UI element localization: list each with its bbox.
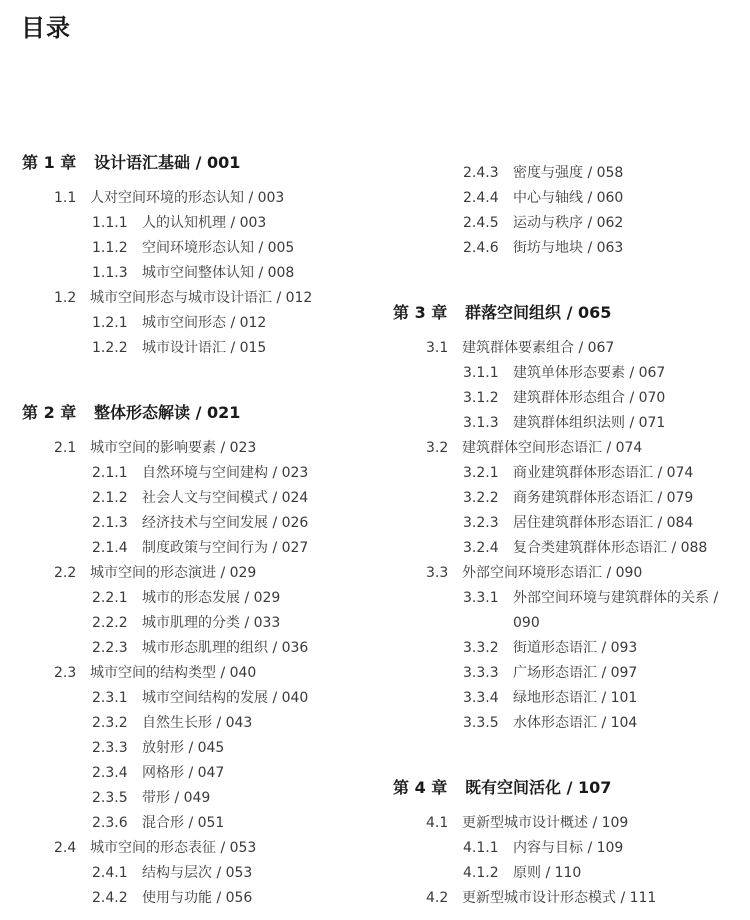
toc-subsection-entry [463, 864, 581, 882]
toc-subsection-entry [463, 514, 693, 532]
toc-entry-title: 复合类建筑群体形态语汇 / 088 [513, 540, 708, 556]
toc-subsection-entry [463, 364, 665, 382]
toc-entry-number: 2.1.2 [92, 490, 128, 506]
toc-chapter-heading [393, 778, 611, 798]
toc-subsection-entry [92, 239, 294, 257]
toc-subsection-entry [463, 389, 665, 407]
toc-entry-number: 2.1.1 [92, 465, 128, 481]
toc-entry-number: 3.3.4 [463, 690, 499, 706]
toc-entry-number: 3.2 [426, 440, 449, 456]
toc-entry-title: 城市空间形态与城市设计语汇 / 012 [90, 290, 313, 306]
toc-entry-title: 既有空间活化 / 107 [465, 778, 612, 797]
toc-entry-number: 4.2 [426, 890, 449, 906]
toc-entry-title: 城市肌理的分类 / 033 [142, 615, 281, 631]
toc-entry-title: 商业建筑群体形态语汇 / 074 [513, 465, 694, 481]
toc-section-entry [54, 664, 256, 682]
toc-entry-number: 3.1.1 [463, 365, 499, 381]
toc-subsection-entry [463, 189, 623, 207]
toc-subsection-entry [463, 414, 665, 432]
toc-subsection-entry [463, 539, 707, 557]
toc-entry-title: 整体形态解读 / 021 [94, 403, 241, 422]
toc-entry-title: 自然生长形 / 043 [142, 715, 253, 731]
toc-section-entry [426, 339, 614, 357]
toc-entry-number: 2.3.2 [92, 715, 128, 731]
toc-entry-title: 自然环境与空间建构 / 023 [142, 465, 309, 481]
toc-entry-number: 2.3 [54, 665, 77, 681]
toc-entry-number: 2.3.6 [92, 815, 128, 831]
toc-section-entry [54, 439, 256, 457]
toc-entry-number: 4.1 [426, 815, 449, 831]
toc-entry-title: 更新型城市设计形态模式 / 111 [462, 890, 657, 906]
toc-entry-title: 城市形态肌理的组织 / 036 [142, 640, 309, 656]
toc-entry-number: 2.4.5 [463, 215, 499, 231]
toc-entry-title: 放射形 / 045 [142, 740, 225, 756]
toc-entry-title: 城市的形态发展 / 029 [142, 590, 281, 606]
page-title: 目录 [21, 14, 71, 42]
toc-entry-number: 3.1.2 [463, 390, 499, 406]
toc-entry-title: 运动与秩序 / 062 [513, 215, 624, 231]
toc-entry-number: 2.3.3 [92, 740, 128, 756]
toc-entry-number: 1.1.2 [92, 240, 128, 256]
toc-subsection-entry [463, 589, 718, 607]
toc-entry-title: 建筑群体要素组合 / 067 [462, 340, 615, 356]
toc-subsection-entry [463, 164, 623, 182]
toc-entry-title: 设计语汇基础 / 001 [94, 153, 241, 172]
toc-subsection-entry [513, 614, 540, 632]
toc-entry-title: 建筑单体形态要素 / 067 [513, 365, 666, 381]
toc-entry-number: 1.2.1 [92, 315, 128, 331]
toc-entry-title: 人对空间环境的形态认知 / 003 [90, 190, 285, 206]
toc-entry-number: 2.1.4 [92, 540, 128, 556]
toc-entry-number: 第 2 章 [22, 403, 77, 422]
toc-entry-number: 1.2.2 [92, 340, 128, 356]
toc-entry-title: 外部空间环境与建筑群体的关系 / [513, 590, 719, 606]
toc-entry-title: 居住建筑群体形态语汇 / 084 [513, 515, 694, 531]
toc-entry-title: 城市空间的结构类型 / 040 [90, 665, 257, 681]
toc-section-entry [426, 889, 656, 907]
toc-entry-title: 水体形态语汇 / 104 [513, 715, 638, 731]
toc-entry-title: 更新型城市设计概述 / 109 [462, 815, 629, 831]
toc-section-entry [54, 189, 284, 207]
toc-entry-number: 2.2.3 [92, 640, 128, 656]
toc-entry-title: 绿地形态语汇 / 101 [513, 690, 638, 706]
toc-entry-number: 第 1 章 [22, 153, 77, 172]
toc-subsection-entry [463, 239, 623, 257]
toc-entry-number: 2.2.1 [92, 590, 128, 606]
toc-subsection-entry [463, 639, 637, 657]
toc-entry-title: 城市空间的形态演进 / 029 [90, 565, 257, 581]
toc-entry-number: 3.2.1 [463, 465, 499, 481]
toc-subsection-entry [463, 489, 693, 507]
toc-entry-title: 人的认知机理 / 003 [142, 215, 267, 231]
toc-entry-number: 4.1.1 [463, 840, 499, 856]
toc-entry-number: 2.4.2 [92, 890, 128, 906]
toc-entry-title: 090 [513, 615, 540, 631]
toc-entry-number: 1.1.3 [92, 265, 128, 281]
toc-entry-number: 2.4 [54, 840, 77, 856]
toc-subsection-entry [92, 764, 224, 782]
toc-subsection-entry [92, 339, 266, 357]
toc-entry-number: 1.1.1 [92, 215, 128, 231]
toc-entry-number: 1.1 [54, 190, 77, 206]
toc-entry-number: 2.4.3 [463, 165, 499, 181]
toc-entry-title: 建筑群体形态组合 / 070 [513, 390, 666, 406]
toc-subsection-entry [92, 264, 294, 282]
toc-entry-number: 4.1.2 [463, 865, 499, 881]
toc-entry-number: 2.3.4 [92, 765, 128, 781]
toc-section-entry [426, 439, 642, 457]
toc-entry-number: 第 4 章 [393, 778, 448, 797]
toc-subsection-entry [92, 739, 224, 757]
toc-entry-number: 3.3.1 [463, 590, 499, 606]
toc-entry-number: 3.2.2 [463, 490, 499, 506]
toc-entry-number: 2.4.6 [463, 240, 499, 256]
toc-section-entry [54, 289, 312, 307]
toc-subsection-entry [463, 664, 637, 682]
toc-entry-number: 3.3 [426, 565, 449, 581]
toc-entry-title: 街坊与地块 / 063 [513, 240, 624, 256]
toc-entry-number: 3.3.3 [463, 665, 499, 681]
toc-entry-title: 网格形 / 047 [142, 765, 225, 781]
toc-entry-title: 经济技术与空间发展 / 026 [142, 515, 309, 531]
toc-entry-title: 城市设计语汇 / 015 [142, 340, 267, 356]
toc-entry-number: 2.1.3 [92, 515, 128, 531]
toc-subsection-entry [92, 864, 252, 882]
toc-subsection-entry [92, 889, 252, 907]
toc-entry-title: 城市空间的影响要素 / 023 [90, 440, 257, 456]
toc-entry-number: 2.2 [54, 565, 77, 581]
toc-entry-number: 2.3.1 [92, 690, 128, 706]
toc-entry-title: 外部空间环境形态语汇 / 090 [462, 565, 643, 581]
toc-entry-number: 2.3.5 [92, 790, 128, 806]
toc-subsection-entry [463, 214, 623, 232]
toc-entry-title: 建筑群体组织法则 / 071 [513, 415, 666, 431]
toc-entry-number: 3.1 [426, 340, 449, 356]
toc-section-entry [426, 814, 628, 832]
toc-subsection-entry [92, 489, 308, 507]
toc-entry-title: 城市空间整体认知 / 008 [142, 265, 295, 281]
toc-entry-title: 制度政策与空间行为 / 027 [142, 540, 309, 556]
toc-entry-number: 3.3.5 [463, 715, 499, 731]
toc-entry-number: 3.2.3 [463, 515, 499, 531]
toc-entry-title: 广场形态语汇 / 097 [513, 665, 638, 681]
toc-entry-number: 3.2.4 [463, 540, 499, 556]
toc-subsection-entry [92, 814, 224, 832]
toc-entry-title: 城市空间的形态表征 / 053 [90, 840, 257, 856]
toc-entry-number: 第 3 章 [393, 303, 448, 322]
toc-entry-title: 社会人文与空间模式 / 024 [142, 490, 309, 506]
toc-entry-title: 内容与目标 / 109 [513, 840, 624, 856]
toc-entry-title: 带形 / 049 [142, 790, 211, 806]
toc-entry-title: 原则 / 110 [513, 865, 582, 881]
toc-section-entry [54, 839, 256, 857]
toc-subsection-entry [463, 839, 623, 857]
toc-subsection-entry [463, 714, 637, 732]
toc-subsection-entry [463, 689, 637, 707]
toc-entry-number: 3.3.2 [463, 640, 499, 656]
toc-entry-title: 中心与轴线 / 060 [513, 190, 624, 206]
toc-entry-title: 城市空间结构的发展 / 040 [142, 690, 309, 706]
toc-entry-number: 2.4.1 [92, 865, 128, 881]
toc-subsection-entry [92, 689, 308, 707]
toc-chapter-heading [22, 153, 240, 173]
toc-section-entry [54, 564, 256, 582]
toc-subsection-entry [463, 464, 693, 482]
toc-subsection-entry [92, 514, 308, 532]
toc-entry-title: 使用与功能 / 056 [142, 890, 253, 906]
toc-subsection-entry [92, 214, 266, 232]
toc-entry-title: 商务建筑群体形态语汇 / 079 [513, 490, 694, 506]
toc-subsection-entry [92, 639, 308, 657]
toc-chapter-heading [22, 403, 240, 423]
toc-entry-title: 混合形 / 051 [142, 815, 225, 831]
toc-entry-number: 3.1.3 [463, 415, 499, 431]
toc-entry-number: 1.2 [54, 290, 77, 306]
toc-section-entry [426, 564, 642, 582]
toc-entry-title: 密度与强度 / 058 [513, 165, 624, 181]
toc-entry-title: 群落空间组织 / 065 [465, 303, 612, 322]
toc-subsection-entry [92, 614, 280, 632]
toc-entry-title: 街道形态语汇 / 093 [513, 640, 638, 656]
toc-subsection-entry [92, 714, 252, 732]
toc-entry-title: 城市空间形态 / 012 [142, 315, 267, 331]
toc-subsection-entry [92, 464, 308, 482]
toc-entry-title: 建筑群体空间形态语汇 / 074 [462, 440, 643, 456]
toc-entry-number: 2.4.4 [463, 190, 499, 206]
toc-subsection-entry [92, 589, 280, 607]
toc-entry-title: 空间环境形态认知 / 005 [142, 240, 295, 256]
toc-entry-number: 2.2.2 [92, 615, 128, 631]
toc-entry-number: 2.1 [54, 440, 77, 456]
toc-entry-title: 结构与层次 / 053 [142, 865, 253, 881]
toc-chapter-heading [393, 303, 611, 323]
toc-subsection-entry [92, 789, 210, 807]
toc-subsection-entry [92, 314, 266, 332]
toc-subsection-entry [92, 539, 308, 557]
